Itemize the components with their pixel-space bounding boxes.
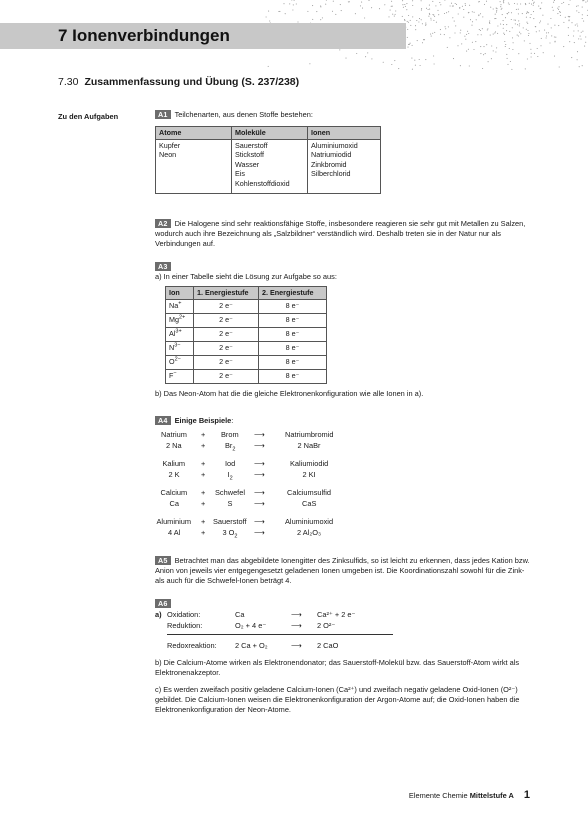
ion-e2: 8 e⁻ bbox=[259, 341, 327, 355]
chapter-title: 7 Ionenverbindungen bbox=[58, 26, 230, 45]
reactant-2-name: Sauerstoff bbox=[213, 517, 247, 526]
ion-table-header-ion: Ion bbox=[166, 287, 194, 300]
product-name: Calciumsulfid bbox=[287, 488, 331, 497]
task-a2-text: Die Halogene sind sehr reaktionsfähige Stoffe, insbesondere reagieren sie sehr gut mit Metallen zu Salzen, wodurch auch ihre Bezeichnung als „Salzbildner“ verständlich wird. Deshalb treten sie in der Natur nur als Verbindungen auf. bbox=[155, 219, 526, 248]
reactant-1-formula: Ca bbox=[169, 499, 179, 508]
plus-sign: + bbox=[201, 441, 206, 450]
particle-item: Aluminiumoxid bbox=[311, 140, 358, 150]
ion-e1: 2 e⁻ bbox=[194, 299, 259, 313]
task-a4 bbox=[155, 416, 530, 426]
reactant-2-formula: 3 $O_2$ bbox=[222, 528, 238, 540]
reactant-2-name: Schwefel bbox=[215, 488, 245, 497]
reaction-example bbox=[0, 488, 588, 510]
redox-arrow: ⟶ bbox=[291, 641, 302, 650]
section-number: 7.30 bbox=[58, 76, 79, 88]
ion-table-header-e1: 1. Energiestufe bbox=[194, 287, 259, 300]
plus-sign: + bbox=[201, 488, 206, 497]
particle-item: Wasser bbox=[235, 159, 260, 169]
task-badge-a2: A2 bbox=[155, 219, 171, 228]
ion-table-row bbox=[166, 341, 327, 355]
product-formula: 2 NaBr bbox=[297, 441, 321, 450]
redox-equations bbox=[155, 610, 405, 660]
particle-item: Kupfer bbox=[159, 140, 181, 150]
reaction-arrow: ⟶ bbox=[254, 528, 265, 537]
reactant-1-name: Calcium bbox=[160, 488, 188, 497]
particle-table-atome-cell bbox=[156, 139, 232, 193]
ion-e2: 8 e⁻ bbox=[259, 369, 327, 383]
particle-item: Silberchlorid bbox=[311, 169, 351, 178]
particle-item: Zinkbromid bbox=[311, 159, 347, 169]
page-number: 1 bbox=[523, 789, 530, 801]
ion-e2: 8 e⁻ bbox=[259, 299, 327, 313]
ion-table-row bbox=[166, 299, 327, 313]
reactant-2-formula: $I_2$ bbox=[227, 470, 233, 482]
reactant-1-formula: 2 K bbox=[168, 470, 180, 479]
reduction-arrow: ⟶ bbox=[291, 621, 302, 630]
redox-left: 2 Ca + O₂ bbox=[235, 641, 268, 650]
product-formula: 2 KI bbox=[302, 470, 316, 479]
particle-table-header-ionen: Ionen bbox=[308, 127, 381, 140]
ion-table bbox=[165, 286, 327, 384]
footer-publisher: Elemente Chemie bbox=[408, 791, 468, 800]
reaction-arrow: ⟶ bbox=[254, 459, 265, 468]
plus-sign: + bbox=[201, 470, 206, 479]
oxidation-arrow: ⟶ bbox=[291, 610, 302, 619]
particle-item: Sauerstoff bbox=[235, 140, 268, 150]
ion-table-row bbox=[166, 313, 327, 327]
product-name: Kaliumiodid bbox=[290, 459, 329, 468]
redox-right: 2 CaO bbox=[317, 641, 339, 650]
task-a4-title: Einige Beispiele bbox=[174, 416, 232, 425]
oxidation-label: Oxidation: bbox=[167, 610, 201, 619]
ion-symbol: $Mg^{2+}$ bbox=[166, 313, 194, 327]
ion-e2: 8 e⁻ bbox=[259, 355, 327, 369]
particle-item: Natriumiodid bbox=[311, 150, 352, 159]
product-name: Natriumbromid bbox=[285, 430, 334, 439]
particle-item: Eis bbox=[235, 169, 245, 178]
ion-symbol: Na+ bbox=[166, 299, 194, 313]
reaction-example bbox=[0, 430, 588, 452]
product-formula: 2 Al₂O₃ bbox=[297, 528, 321, 537]
reactant-2-formula: S bbox=[227, 499, 233, 508]
ion-e1: 2 e⁻ bbox=[194, 313, 259, 327]
oxidation-left: Ca bbox=[235, 610, 245, 619]
ion-e2: 8 e⁻ bbox=[259, 313, 327, 327]
plus-sign: + bbox=[201, 517, 206, 526]
task-a4-colon: : bbox=[231, 416, 234, 425]
ion-symbol: $Al^{3+}$ bbox=[166, 327, 194, 341]
ion-symbol: $O^{2-}$ bbox=[166, 355, 194, 369]
particle-table-ionen-cell bbox=[308, 139, 381, 193]
reactant-1-formula: 4 Al bbox=[168, 528, 181, 537]
page-footer bbox=[409, 790, 530, 801]
footer-edition: Mittelstufe A bbox=[469, 791, 514, 800]
product-formula: CaS bbox=[302, 499, 317, 508]
reduction-left: O₂ + 4 e⁻ bbox=[235, 621, 267, 630]
section-title-text: Zusammenfassung und Übung (S. 237/238) bbox=[84, 76, 300, 88]
task-a3-text-b: b) Das Neon-Atom hat die die gleiche Elektronenkonfiguration wie alle Ionen in a). bbox=[155, 388, 424, 398]
oxidation-right: Ca²⁺ + 2 e⁻ bbox=[317, 610, 356, 619]
task-a3 bbox=[155, 262, 530, 399]
task-badge-a3: A3 bbox=[155, 262, 171, 271]
reactant-2-name: Brom bbox=[221, 430, 239, 439]
ion-e2: 8 e⁻ bbox=[259, 327, 327, 341]
plus-sign: + bbox=[201, 499, 206, 508]
product-name: Aluminiumoxid bbox=[285, 517, 334, 526]
plus-sign: + bbox=[201, 459, 206, 468]
side-label: Zu den Aufgaben bbox=[58, 112, 119, 121]
reactant-2-name: Iod bbox=[225, 459, 236, 468]
particle-item: Kohlenstoffdioxid bbox=[235, 178, 290, 188]
reaction-example bbox=[0, 459, 588, 481]
redox-label: Redoxreaktion: bbox=[167, 641, 217, 650]
reactant-1-name: Natrium bbox=[161, 430, 187, 439]
ion-table-row bbox=[166, 369, 327, 383]
reaction-arrow: ⟶ bbox=[254, 499, 265, 508]
particle-item: Stickstoff bbox=[235, 150, 265, 159]
reactant-1-name: Aluminium bbox=[156, 517, 191, 526]
task-badge-a4: A4 bbox=[155, 416, 171, 425]
task-a5 bbox=[155, 556, 530, 586]
ion-table-row bbox=[166, 327, 327, 341]
task-a1-text: Teilchenarten, aus denen Stoffe bestehen: bbox=[174, 110, 313, 119]
particle-table-header-molekuele: Moleküle bbox=[232, 127, 308, 140]
reduction-right: 2 O²⁻ bbox=[317, 621, 336, 630]
ion-symbol: $N^{3-}$ bbox=[166, 341, 194, 355]
ion-e1: 2 e⁻ bbox=[194, 341, 259, 355]
reactant-1-name: Kalium bbox=[162, 459, 186, 468]
task-a6-a-label: a) bbox=[155, 610, 162, 619]
particle-table-molekuele-cell bbox=[232, 139, 308, 193]
reactant-2-formula: $Br_2$ bbox=[225, 441, 236, 453]
reaction-arrow: ⟶ bbox=[254, 430, 265, 439]
task-a6-b bbox=[155, 658, 530, 678]
particle-item: Neon bbox=[159, 150, 177, 159]
task-a5-text: Betrachtet man das abgebildete Ionengitter des Zinksulfids, so ist leicht zu erkennen, dass jedes Kation bzw. Anion von jeweils vier entgegengesetzt geladenen Ionen umgeben ist. Die Koordinationszahl sowohl für die Zink- als auch für die Schwefel-Ionen beträgt 4. bbox=[155, 556, 530, 585]
task-badge-a1: A1 bbox=[155, 110, 171, 119]
ion-e1: 2 e⁻ bbox=[194, 369, 259, 383]
redox-divider bbox=[167, 634, 393, 635]
reaction-arrow: ⟶ bbox=[254, 517, 265, 526]
ion-table-header-e2: 2. Energiestufe bbox=[259, 287, 327, 300]
task-a6 bbox=[155, 599, 530, 609]
ion-symbol: F− bbox=[166, 369, 194, 383]
reduction-label: Reduktion: bbox=[167, 621, 203, 630]
section-title bbox=[58, 76, 299, 89]
ion-e1: 2 e⁻ bbox=[194, 327, 259, 341]
particle-table bbox=[155, 126, 381, 194]
particle-table-header-atome: Atome bbox=[156, 127, 232, 140]
plus-sign: + bbox=[201, 528, 206, 537]
reaction-arrow: ⟶ bbox=[254, 488, 265, 497]
plus-sign: + bbox=[201, 430, 206, 439]
task-a3-text-a: a) In einer Tabelle sieht die Lösung zur Aufgabe so aus: bbox=[155, 272, 337, 281]
task-badge-a5: A5 bbox=[155, 556, 171, 565]
task-a2 bbox=[155, 219, 530, 249]
reaction-arrow: ⟶ bbox=[254, 441, 265, 450]
task-a6-text-b: b) Die Calcium-Atome wirken als Elektronendonator; das Sauerstoff-Molekül bzw. das Sauerstoff-Atom wirkt als Elektronenakzeptor. bbox=[155, 658, 520, 677]
task-a6-text-c: c) Es werden zweifach positiv geladene Calcium-Ionen (Ca²⁺) und zweifach negativ geladene Oxid-Ionen (O²⁻) gebildet. Die Calcium-Ionen weisen die Elektronenkonfiguration der Argon-Atome auf; die Oxid-Ionen haben die Elektronenkonfiguration der Neon-Atome. bbox=[155, 685, 520, 714]
reaction-arrow: ⟶ bbox=[254, 470, 265, 479]
task-a6-c bbox=[155, 685, 530, 715]
ion-e1: 2 e⁻ bbox=[194, 355, 259, 369]
task-a1 bbox=[155, 110, 530, 194]
task-badge-a6: A6 bbox=[155, 599, 171, 608]
ion-table-row bbox=[166, 355, 327, 369]
reaction-example bbox=[0, 517, 588, 539]
reactant-1-formula: 2 Na bbox=[166, 441, 182, 450]
